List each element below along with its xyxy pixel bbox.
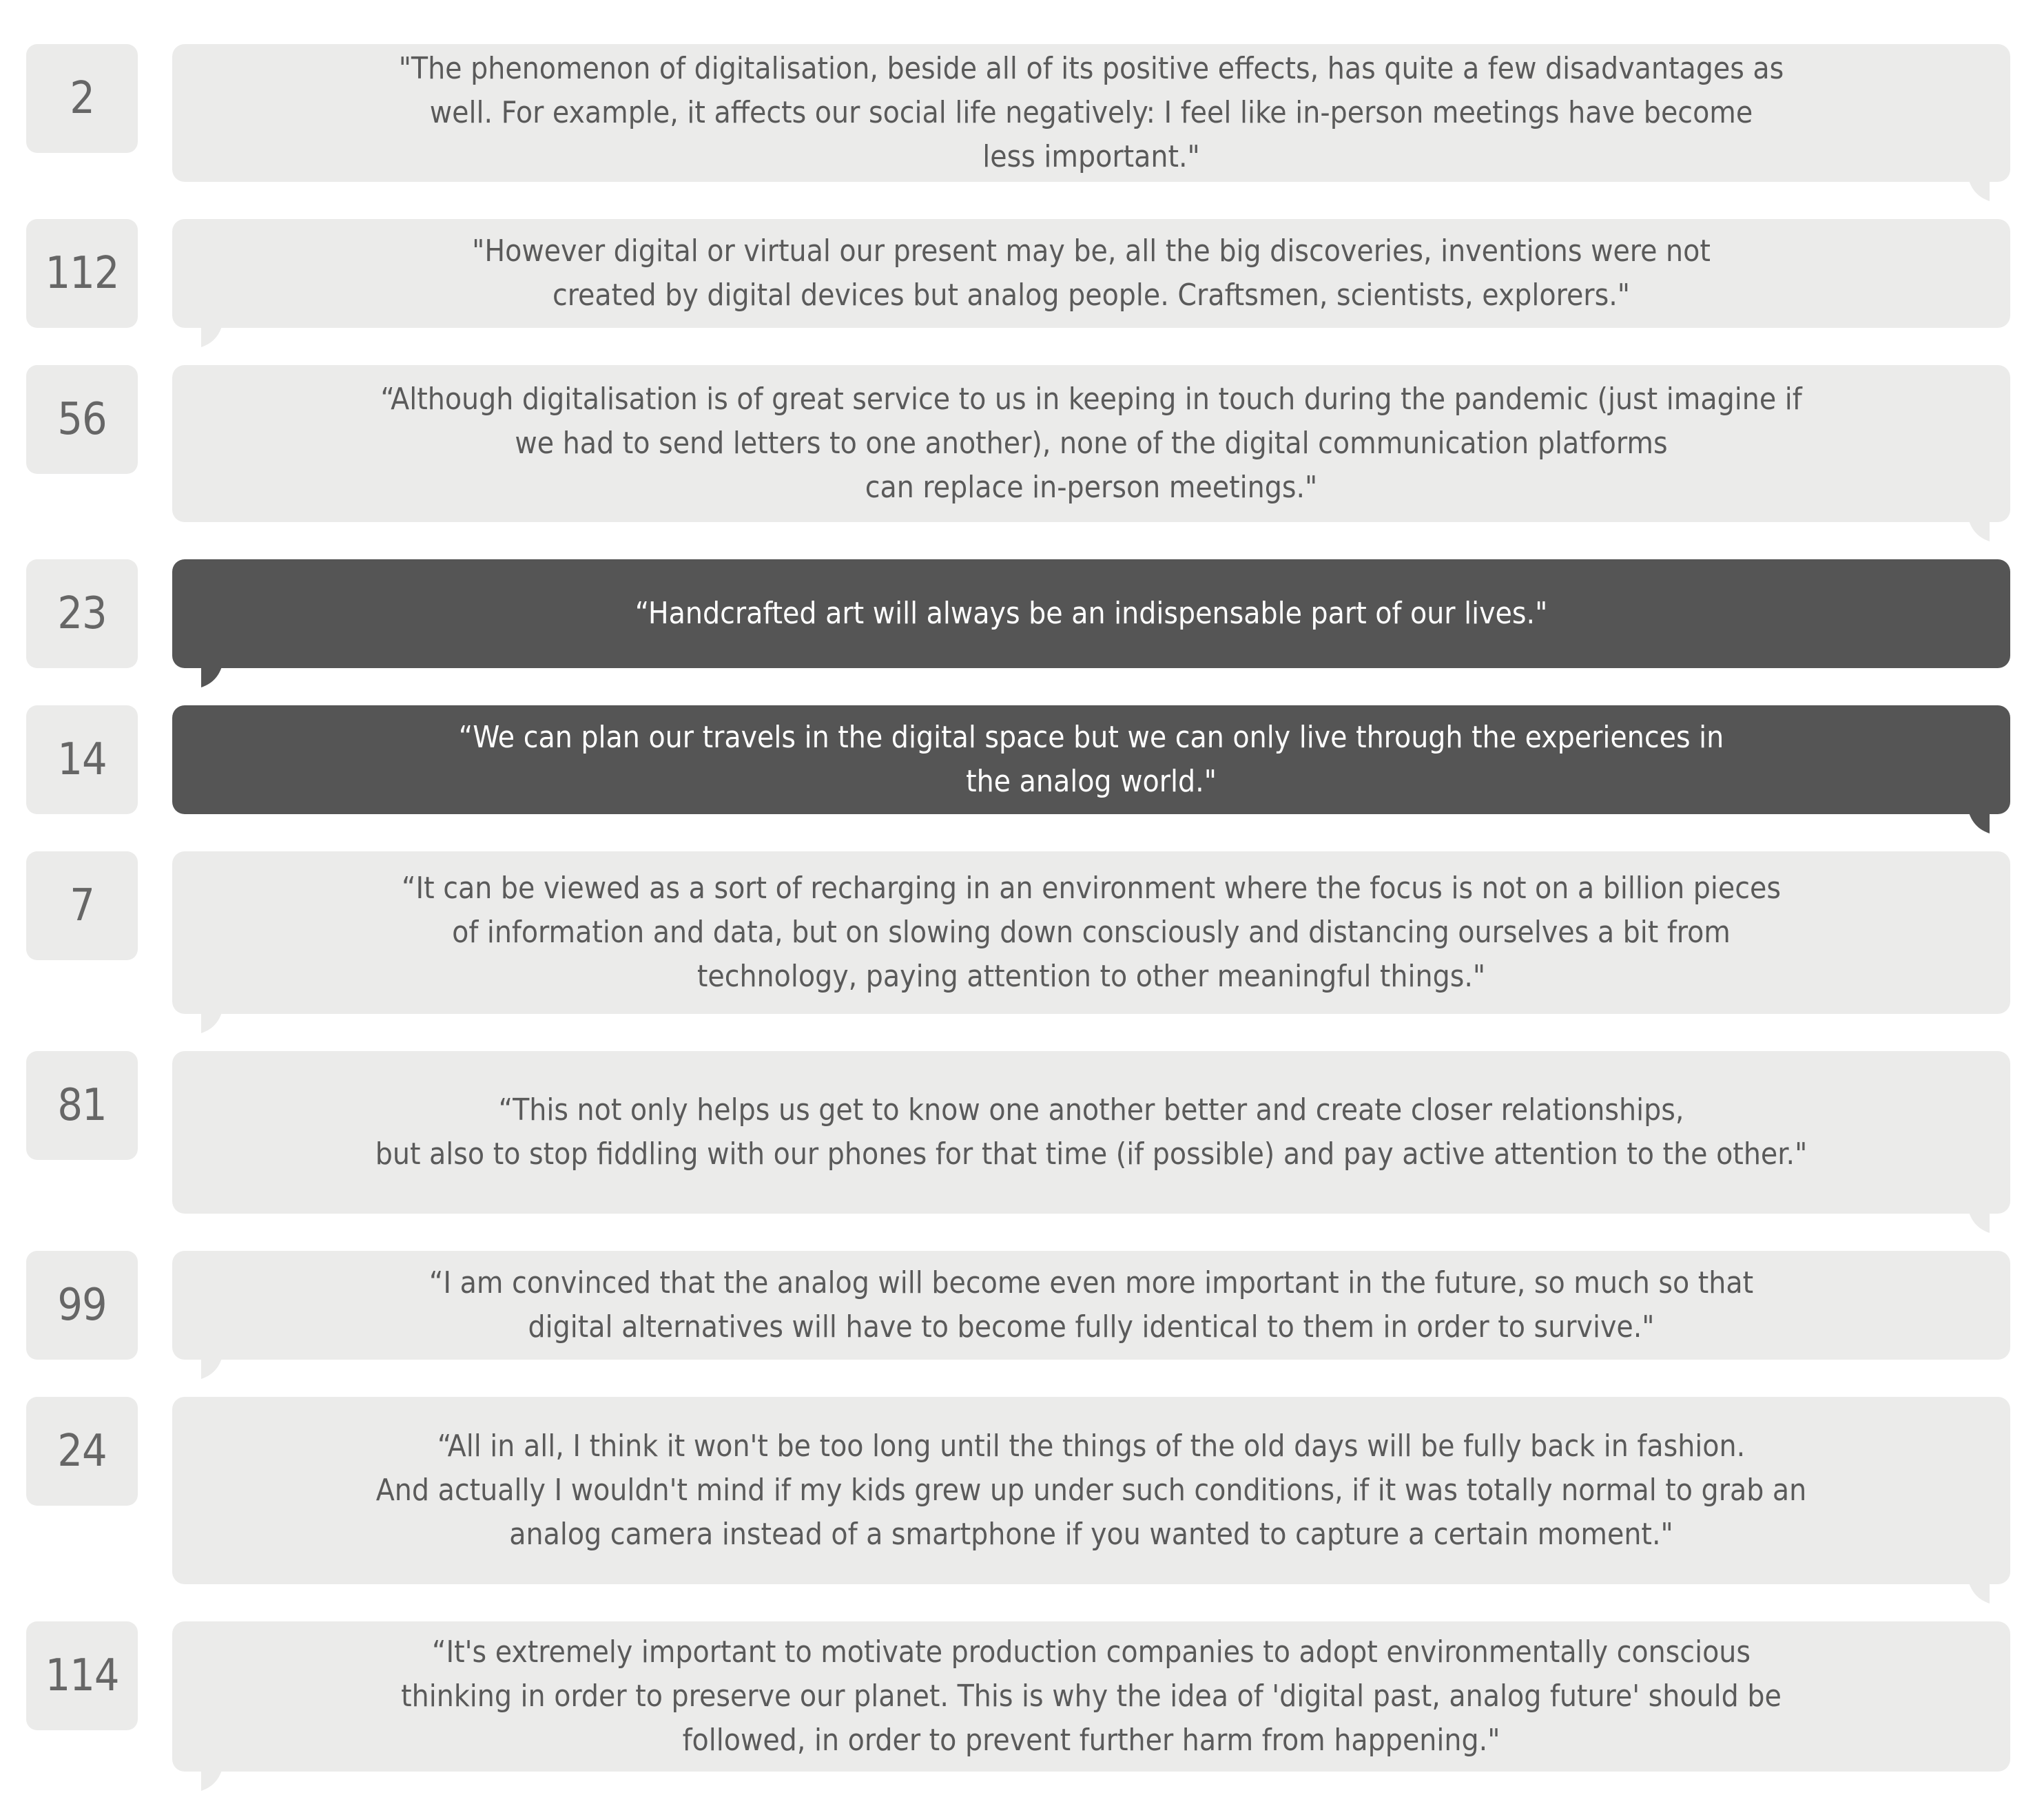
quote-number-badge: 81 <box>26 1051 138 1160</box>
quote-number-badge: 24 <box>26 1397 138 1506</box>
quote-number-badge: 7 <box>26 851 138 960</box>
quote-number-badge: 99 <box>26 1251 138 1360</box>
quote-bubble <box>172 1051 2010 1214</box>
quote-row <box>0 559 2044 692</box>
speech-tail-icon <box>1966 521 1990 544</box>
quote-text: “It can be viewed as a sort of recharging in an environment where the focus is not on a billion pieces of information and data, but on slowing down consciously and distancing ourselves a bit from technology, paying attention to other meaningful things." <box>401 871 1782 994</box>
quote-text: “Although digitalisation is of great service to us in keeping in touch during the pandemic (just imagine if we had to send letters to one another), none of the digital communication platforms can replace in-person meetings." <box>380 382 1802 505</box>
quote-text: “We can plan our travels in the digital space but we can only live through the experiences in the analog world." <box>458 720 1724 799</box>
quote-row <box>0 851 2044 1037</box>
quote-bubble <box>172 1397 2010 1584</box>
quote-text: “It's extremely important to motivate production companies to adopt environmentally conscious thinking in order to preserve our planet. This is why the idea of 'digital past, analog future' should be followed, in order to prevent further harm from happening." <box>401 1634 1782 1758</box>
speech-tail-icon <box>1966 1212 1990 1236</box>
quote-text: “I am convinced that the analog will become even more important in the future, so much so that digital alternatives will have to become fully identical to them in order to survive." <box>429 1265 1754 1345</box>
quote-number-badge: 23 <box>26 559 138 668</box>
quote-row <box>0 219 2044 351</box>
quote-row <box>0 1251 2044 1383</box>
quote-text: "However digital or virtual our present may be, all the big discoveries, inventions were not created by digital devices but analog people. Craftsmen, scientists, explorers." <box>472 233 1711 313</box>
quote-row <box>0 1397 2044 1608</box>
quote-number-badge: 14 <box>26 705 138 814</box>
quote-bubble <box>172 1621 2010 1772</box>
speech-tail-icon <box>201 1770 225 1794</box>
quote-text: “This not only helps us get to know one another better and create closer relationships, but also to stop fiddling with our phones for that time (if possible) and pay active attention to the other." <box>375 1092 1808 1172</box>
quote-row <box>0 365 2044 546</box>
quote-bubble <box>172 851 2010 1014</box>
quote-row <box>0 44 2044 205</box>
quote-text: “All in all, I think it won't be too long until the things of the old days will be fully back in fashion. And actually I wouldn't mind if my kids grew up under such conditions, if it was totally normal to grab an analog camera instead of a smartphone if you wanted to capture a certain moment." <box>375 1429 1807 1552</box>
speech-tail-icon <box>201 1358 225 1382</box>
speech-tail-icon <box>1966 180 1990 204</box>
quote-bubble <box>172 44 2010 182</box>
speech-tail-icon <box>1966 1583 1990 1606</box>
quote-number-badge: 56 <box>26 365 138 474</box>
speech-tail-icon <box>201 326 225 350</box>
quote-bubble <box>172 219 2010 328</box>
quote-bubble <box>172 365 2010 522</box>
quote-number-badge: 112 <box>26 219 138 328</box>
quote-row <box>0 1621 2044 1795</box>
quote-row <box>0 1051 2044 1237</box>
speech-tail-icon <box>201 1013 225 1036</box>
quote-row <box>0 705 2044 838</box>
quote-bubble <box>172 559 2010 668</box>
speech-tail-icon <box>201 667 225 690</box>
quote-number-badge: 2 <box>26 44 138 153</box>
quote-text: "The phenomenon of digitalisation, beside all of its positive effects, has quite a few disadvantages as well. For example, it affects our social life negatively: I feel like in-person meetings have become less important." <box>398 51 1784 174</box>
quote-bubble <box>172 705 2010 814</box>
speech-tail-icon <box>1966 813 1990 836</box>
quote-number-badge: 114 <box>26 1621 138 1730</box>
quote-text: “Handcrafted art will always be an indispensable part of our lives." <box>634 596 1548 631</box>
quote-bubble <box>172 1251 2010 1360</box>
